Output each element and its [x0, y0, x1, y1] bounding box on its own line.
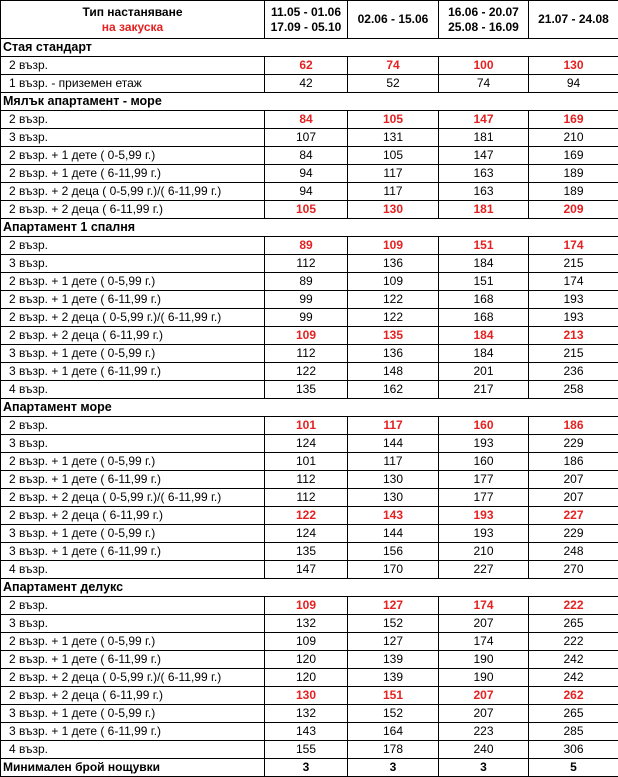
price-cell: 262	[529, 687, 618, 705]
price-cell: 217	[439, 381, 529, 399]
price-cell: 135	[265, 381, 348, 399]
price-cell: 174	[439, 633, 529, 651]
minimum-nights-value: 5	[529, 759, 618, 777]
price-cell: 207	[529, 489, 618, 507]
price-cell: 215	[529, 255, 618, 273]
occupancy-label: 3 възр.	[1, 129, 265, 147]
price-row	[1, 255, 618, 273]
price-row	[1, 705, 618, 723]
price-cell: 122	[265, 363, 348, 381]
price-cell: 136	[348, 255, 439, 273]
price-cell: 122	[265, 507, 348, 525]
section-title: Апартамент 1 спалня	[1, 219, 618, 237]
price-cell: 143	[348, 507, 439, 525]
occupancy-label: 2 възр. + 2 деца ( 6-11,99 г.)	[1, 327, 265, 345]
occupancy-label: 3 възр. + 1 дете ( 0-5,99 г.)	[1, 345, 265, 363]
price-cell: 143	[265, 723, 348, 741]
price-cell: 94	[265, 183, 348, 201]
occupancy-label: 2 възр.	[1, 57, 265, 75]
price-cell: 163	[439, 165, 529, 183]
price-row	[1, 327, 618, 345]
price-cell: 193	[439, 507, 529, 525]
price-cell: 229	[529, 435, 618, 453]
period-1-range-a: 11.05 - 01.06	[267, 5, 345, 20]
minimum-nights-value: 3	[439, 759, 529, 777]
price-cell: 193	[529, 291, 618, 309]
header-period-1	[265, 1, 348, 39]
occupancy-label: 4 възр.	[1, 741, 265, 759]
period-3-range-b: 25.08 - 16.09	[441, 20, 526, 35]
price-cell: 258	[529, 381, 618, 399]
price-cell: 285	[529, 723, 618, 741]
price-cell: 147	[439, 147, 529, 165]
price-cell: 112	[265, 345, 348, 363]
price-row	[1, 669, 618, 687]
occupancy-label: 2 възр.	[1, 417, 265, 435]
price-row	[1, 183, 618, 201]
price-cell: 74	[348, 57, 439, 75]
price-cell: 193	[439, 435, 529, 453]
section-title: Апартамент море	[1, 399, 618, 417]
price-cell: 124	[265, 435, 348, 453]
price-cell: 207	[439, 615, 529, 633]
price-cell: 105	[265, 201, 348, 219]
occupancy-label: 3 възр.	[1, 435, 265, 453]
price-row	[1, 435, 618, 453]
section-header-row	[1, 219, 618, 237]
price-cell: 168	[439, 291, 529, 309]
price-cell: 210	[529, 129, 618, 147]
price-cell: 177	[439, 489, 529, 507]
price-cell: 112	[265, 255, 348, 273]
price-cell: 99	[265, 309, 348, 327]
price-cell: 184	[439, 327, 529, 345]
price-cell: 177	[439, 471, 529, 489]
price-row	[1, 453, 618, 471]
price-cell: 213	[529, 327, 618, 345]
price-cell: 209	[529, 201, 618, 219]
price-row	[1, 291, 618, 309]
price-cell: 227	[439, 561, 529, 579]
occupancy-label: 2 възр.	[1, 111, 265, 129]
price-row	[1, 507, 618, 525]
price-cell: 265	[529, 705, 618, 723]
price-cell: 135	[348, 327, 439, 345]
price-cell: 265	[529, 615, 618, 633]
minimum-nights-label: Минимален брой нощувки	[1, 759, 265, 777]
price-cell: 151	[439, 237, 529, 255]
occupancy-label: 4 възр.	[1, 381, 265, 399]
price-cell: 131	[348, 129, 439, 147]
price-cell: 242	[529, 651, 618, 669]
occupancy-label: 3 възр. + 1 дете ( 0-5,99 г.)	[1, 525, 265, 543]
price-cell: 139	[348, 669, 439, 687]
price-cell: 222	[529, 633, 618, 651]
price-row	[1, 363, 618, 381]
occupancy-label: 2 възр. + 1 дете ( 0-5,99 г.)	[1, 453, 265, 471]
occupancy-label: 2 възр.	[1, 237, 265, 255]
price-cell: 101	[265, 417, 348, 435]
price-cell: 112	[265, 471, 348, 489]
occupancy-label: 2 възр. + 1 дете ( 6-11,99 г.)	[1, 165, 265, 183]
price-cell: 190	[439, 651, 529, 669]
price-cell: 117	[348, 165, 439, 183]
price-cell: 94	[529, 75, 618, 93]
price-cell: 74	[439, 75, 529, 93]
minimum-nights-value: 3	[348, 759, 439, 777]
price-cell: 100	[439, 57, 529, 75]
price-cell: 109	[348, 273, 439, 291]
price-cell: 107	[265, 129, 348, 147]
price-cell: 112	[265, 489, 348, 507]
price-cell: 207	[439, 705, 529, 723]
price-table-footer	[1, 759, 618, 777]
price-cell: 130	[529, 57, 618, 75]
accommodation-type-title: Тип настаняване	[3, 5, 262, 20]
price-cell: 169	[529, 111, 618, 129]
header-row	[1, 1, 618, 39]
price-row	[1, 417, 618, 435]
section-header-row	[1, 399, 618, 417]
occupancy-label: 2 възр. + 2 деца ( 0-5,99 г.)/( 6-11,99 г.)	[1, 489, 265, 507]
price-row	[1, 651, 618, 669]
price-cell: 248	[529, 543, 618, 561]
price-cell: 132	[265, 705, 348, 723]
price-cell: 109	[265, 327, 348, 345]
price-row	[1, 561, 618, 579]
price-cell: 109	[265, 597, 348, 615]
price-cell: 156	[348, 543, 439, 561]
price-cell: 117	[348, 417, 439, 435]
occupancy-label: 2 възр. + 1 дете ( 6-11,99 г.)	[1, 471, 265, 489]
price-cell: 144	[348, 525, 439, 543]
price-cell: 130	[348, 201, 439, 219]
price-cell: 105	[348, 147, 439, 165]
occupancy-label: 3 възр.	[1, 615, 265, 633]
price-cell: 270	[529, 561, 618, 579]
price-cell: 151	[439, 273, 529, 291]
occupancy-label: 1 възр. - приземен етаж	[1, 75, 265, 93]
period-1-range-b: 17.09 - 05.10	[267, 20, 345, 35]
price-cell: 109	[265, 633, 348, 651]
price-cell: 193	[529, 309, 618, 327]
price-row	[1, 75, 618, 93]
price-cell: 168	[439, 309, 529, 327]
price-row	[1, 741, 618, 759]
price-row	[1, 615, 618, 633]
price-row	[1, 381, 618, 399]
price-cell: 215	[529, 345, 618, 363]
price-cell: 101	[265, 453, 348, 471]
occupancy-label: 2 възр. + 1 дете ( 0-5,99 г.)	[1, 147, 265, 165]
header-period-3	[439, 1, 529, 39]
price-cell: 207	[529, 471, 618, 489]
occupancy-label: 2 възр. + 1 дете ( 0-5,99 г.)	[1, 633, 265, 651]
price-cell: 124	[265, 525, 348, 543]
price-cell: 174	[529, 273, 618, 291]
price-cell: 84	[265, 111, 348, 129]
price-cell: 130	[348, 471, 439, 489]
price-cell: 170	[348, 561, 439, 579]
price-cell: 207	[439, 687, 529, 705]
price-table-body	[1, 39, 618, 759]
price-cell: 132	[265, 615, 348, 633]
price-cell: 62	[265, 57, 348, 75]
price-cell: 135	[265, 543, 348, 561]
price-cell: 181	[439, 129, 529, 147]
occupancy-label: 2 възр. + 2 деца ( 0-5,99 г.)/( 6-11,99 г.)	[1, 183, 265, 201]
price-cell: 94	[265, 165, 348, 183]
price-cell: 89	[265, 237, 348, 255]
price-row	[1, 633, 618, 651]
price-cell: 99	[265, 291, 348, 309]
price-cell: 181	[439, 201, 529, 219]
price-cell: 152	[348, 615, 439, 633]
price-cell: 144	[348, 435, 439, 453]
occupancy-label: 2 възр. + 1 дете ( 6-11,99 г.)	[1, 651, 265, 669]
price-cell: 201	[439, 363, 529, 381]
price-row	[1, 597, 618, 615]
price-cell: 222	[529, 597, 618, 615]
price-cell: 117	[348, 183, 439, 201]
price-cell: 160	[439, 417, 529, 435]
price-cell: 242	[529, 669, 618, 687]
price-cell: 210	[439, 543, 529, 561]
price-cell: 117	[348, 453, 439, 471]
occupancy-label: 2 възр. + 2 деца ( 6-11,99 г.)	[1, 201, 265, 219]
price-cell: 127	[348, 597, 439, 615]
header-accommodation-type	[1, 1, 265, 39]
occupancy-label: 2 възр. + 2 деца ( 0-5,99 г.)/( 6-11,99 г.)	[1, 309, 265, 327]
price-cell: 186	[529, 417, 618, 435]
price-cell: 120	[265, 651, 348, 669]
price-cell: 147	[439, 111, 529, 129]
price-cell: 130	[265, 687, 348, 705]
price-cell: 193	[439, 525, 529, 543]
price-row	[1, 111, 618, 129]
price-cell: 227	[529, 507, 618, 525]
occupancy-label: 3 възр. + 1 дете ( 6-11,99 г.)	[1, 363, 265, 381]
price-cell: 120	[265, 669, 348, 687]
occupancy-label: 2 възр. + 2 деца ( 6-11,99 г.)	[1, 687, 265, 705]
occupancy-label: 2 възр. + 2 деца ( 0-5,99 г.)/( 6-11,99 г.)	[1, 669, 265, 687]
price-cell: 162	[348, 381, 439, 399]
price-cell: 155	[265, 741, 348, 759]
occupancy-label: 2 възр. + 1 дете ( 0-5,99 г.)	[1, 273, 265, 291]
price-cell: 186	[529, 453, 618, 471]
price-cell: 229	[529, 525, 618, 543]
price-cell: 174	[439, 597, 529, 615]
price-row	[1, 471, 618, 489]
price-cell: 109	[348, 237, 439, 255]
price-cell: 42	[265, 75, 348, 93]
price-cell: 240	[439, 741, 529, 759]
board-basis-subtitle: на закуска	[3, 20, 262, 35]
price-cell: 190	[439, 669, 529, 687]
price-cell: 184	[439, 255, 529, 273]
section-header-row	[1, 39, 618, 57]
price-cell: 136	[348, 345, 439, 363]
price-row	[1, 489, 618, 507]
occupancy-label: 2 възр. + 1 дете ( 6-11,99 г.)	[1, 291, 265, 309]
section-header-row	[1, 93, 618, 111]
price-row	[1, 345, 618, 363]
price-cell: 163	[439, 183, 529, 201]
price-cell: 189	[529, 165, 618, 183]
price-cell: 127	[348, 633, 439, 651]
price-cell: 139	[348, 651, 439, 669]
period-3-range-a: 16.06 - 20.07	[441, 5, 526, 20]
period-2-range: 02.06 - 15.06	[350, 12, 436, 27]
price-row	[1, 687, 618, 705]
section-title: Стая стандарт	[1, 39, 618, 57]
occupancy-label: 3 възр.	[1, 255, 265, 273]
price-cell: 105	[348, 111, 439, 129]
price-cell: 178	[348, 741, 439, 759]
price-cell: 52	[348, 75, 439, 93]
price-row	[1, 525, 618, 543]
header-period-4	[529, 1, 618, 39]
price-cell: 306	[529, 741, 618, 759]
minimum-nights-value: 3	[265, 759, 348, 777]
price-cell: 84	[265, 147, 348, 165]
occupancy-label: 3 възр. + 1 дете ( 0-5,99 г.)	[1, 705, 265, 723]
section-header-row	[1, 579, 618, 597]
price-cell: 169	[529, 147, 618, 165]
price-row	[1, 723, 618, 741]
price-cell: 164	[348, 723, 439, 741]
occupancy-label: 2 възр.	[1, 597, 265, 615]
price-row	[1, 237, 618, 255]
price-table-header	[1, 1, 618, 39]
price-cell: 184	[439, 345, 529, 363]
price-cell: 174	[529, 237, 618, 255]
section-title: Апартамент делукс	[1, 579, 618, 597]
price-cell: 152	[348, 705, 439, 723]
price-cell: 89	[265, 273, 348, 291]
occupancy-label: 4 възр.	[1, 561, 265, 579]
minimum-nights-row	[1, 759, 618, 777]
price-cell: 122	[348, 291, 439, 309]
price-row	[1, 147, 618, 165]
price-row	[1, 129, 618, 147]
price-cell: 151	[348, 687, 439, 705]
occupancy-label: 3 възр. + 1 дете ( 6-11,99 г.)	[1, 543, 265, 561]
header-period-2	[348, 1, 439, 39]
price-row	[1, 543, 618, 561]
price-row	[1, 273, 618, 291]
occupancy-label: 2 възр. + 2 деца ( 6-11,99 г.)	[1, 507, 265, 525]
price-row	[1, 57, 618, 75]
price-cell: 130	[348, 489, 439, 507]
occupancy-label: 3 възр. + 1 дете ( 6-11,99 г.)	[1, 723, 265, 741]
price-row	[1, 201, 618, 219]
price-cell: 147	[265, 561, 348, 579]
period-4-range: 21.07 - 24.08	[531, 12, 616, 27]
price-cell: 160	[439, 453, 529, 471]
price-cell: 122	[348, 309, 439, 327]
price-cell: 189	[529, 183, 618, 201]
price-cell: 148	[348, 363, 439, 381]
price-cell: 236	[529, 363, 618, 381]
price-cell: 223	[439, 723, 529, 741]
price-row	[1, 165, 618, 183]
section-title: Мялък апартамент - море	[1, 93, 618, 111]
price-row	[1, 309, 618, 327]
